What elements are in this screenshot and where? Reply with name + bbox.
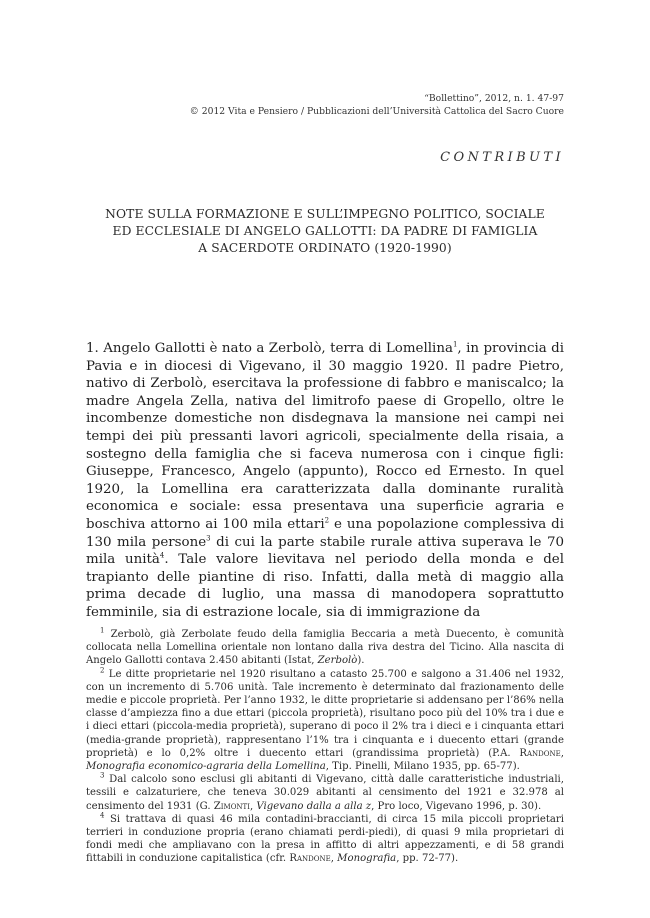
running-header <box>190 93 564 118</box>
article-title <box>86 206 564 257</box>
footnote-text: , pp. 72-77). <box>396 853 459 865</box>
footnote-text: , Tip. Pinelli, Milano 1935, pp. 65-77). <box>325 761 520 773</box>
footnote-work-title: Monografia <box>337 853 397 865</box>
footnote-text: Zerbolò, già Zerbolate feudo della famiglia Beccaria a metà Duecento, è comunità collocata nella Lomellina orientale non lontano dalla riva destra del Ticino. Alla nascita di Angelo Gallotti contava 2.450 abitanti (Istat, <box>86 629 564 667</box>
footnote-ref: 1 <box>452 340 458 349</box>
footnote-author: Randone <box>289 853 331 865</box>
footnote-ref: 2 <box>324 516 330 525</box>
copyright-line: © 2012 Vita e Pensiero / Pubblicazioni dell’Università Cattolica del Sacro Cuore <box>189 105 564 117</box>
footnote-italic: Zerbolò <box>317 655 358 667</box>
footnote-text: , <box>560 747 564 759</box>
footnote-mark: 3 <box>100 771 105 780</box>
footnote-ref: 3 <box>206 534 211 543</box>
body-text-run: . Tale valore lievitava nel periodo della monda e del trapianto delle piantine di riso. Infatti, dalla metà di maggio alla prima decade di luglio, una massa di manodopera soprattutto femminile, sia di estrazione locale, sia di immigrazione da <box>86 552 564 620</box>
footnotes <box>86 628 564 866</box>
footnote-text: Le ditte proprietarie nel 1920 risultano a catasto 25.700 e salgono a 31.406 nel 1932, con un incremento di 5.706 unità. Tale incremento è determinato dal frazionamento delle medie e piccole proprietà. Per l’anno 1932, le ditte proprietarie si addensano per l’86% nella classe d’ampiezza fino a due ettari (piccola proprietà), risultano poco più del 10% tra i due e i dieci ettari (piccola-media proprietà), superano di poco il 2% tra i dieci e i cinquanta ettari (media-grande proprietà), rappresentano l’1% tra i cinquanta e i duecento ettari (grande proprietà) e lo 0,2% oltre i duecento ettari (grandissima proprietà) (P.A. <box>86 668 564 759</box>
footnote-work-title: Monografia economico-agraria della Lomellina <box>86 761 326 773</box>
footnote-mark: 4 <box>100 811 105 820</box>
title-line: ED ECCLESIALE DI ANGELO GALLOTTI: DA PADRE DI FAMIGLIA <box>112 224 538 238</box>
footnote-author: Randone <box>519 747 561 759</box>
section-label: CONTRIBUTI <box>440 150 564 165</box>
footnote-text: , <box>250 800 257 812</box>
journal-citation: “Bollettino”, 2012, n. 1. 47-97 <box>424 93 564 104</box>
footnote-text: Dal calcolo sono esclusi gli abitanti di Vigevano, città dalle caratteristiche industriali, tessili e calzaturiere, che teneva 30.029 abitanti al censimento del 1921 e 32.978 al censimento del 1931 (G. <box>86 774 564 812</box>
body-text-run: di cui la parte stabile rurale attiva superava le 70 mila unità <box>86 534 564 568</box>
footnote-1 <box>86 628 564 668</box>
footnote-3 <box>86 773 564 813</box>
body-text-run: e una popolazione complessiva di 130 mila persone <box>86 516 565 550</box>
footnote-author: Zimonti <box>213 800 250 812</box>
body-text-run: , in provincia di Pavia e in diocesi di Vigevano, il 30 maggio 1920. Il padre Pietro, nativo di Zerbolò, esercitava la professione di fabbro e maniscalco; la madre Angela Zella, nativa del limitrofo paese di Gropello, oltre le incombenze domestiche non disdegnava la mansione nei campi nei tempi dei più pressanti lavori agricoli, specialmente della risaia, a sostegno della famiglia che si faceva numerosa con i cinque figli: Giuseppe, Francesco, Angelo (appunto), Rocco ed Ernesto. In quel 1920, la Lomellina era caratterizzata dalla dominante ruralità economica e sociale: essa presentava una superficie agraria e boschiva attorno ai 100 mila ettari <box>86 341 565 532</box>
footnote-4 <box>86 813 564 866</box>
footnote-mark: 2 <box>100 666 105 675</box>
title-line: A SACERDOTE ORDINATO (1920-1990) <box>198 241 452 255</box>
title-line: NOTE SULLA FORMAZIONE E SULL’IMPEGNO POLITICO, SOCIALE <box>105 207 545 221</box>
body-text-run: 1. Angelo Gallotti è nato a Zerbolò, terra di Lomellina <box>86 341 453 356</box>
footnote-text: , <box>330 853 338 865</box>
footnote-text: Si trattava di quasi 46 mila contadini-braccianti, di circa 15 mila piccoli proprietari terrieri in conduzione propria (erano chiamati perdi-piedi), di quasi 9 mila proprietari di fondi medi che ampliavano con la presa in affitto di altri appezzamenti, e di 58 grandi fittabili in conduzione capitalistica (cfr. <box>86 813 564 865</box>
footnote-work-title: Vigevano dalla a alla z <box>256 800 372 812</box>
footnote-2 <box>86 668 564 774</box>
footnote-mark: 1 <box>100 626 105 635</box>
footnote-text: , Pro loco, Vigevano 1996, p. 30). <box>371 800 542 812</box>
footnote-text: ). <box>357 655 365 667</box>
footnote-ref: 4 <box>159 551 165 560</box>
body-paragraph <box>86 340 564 622</box>
